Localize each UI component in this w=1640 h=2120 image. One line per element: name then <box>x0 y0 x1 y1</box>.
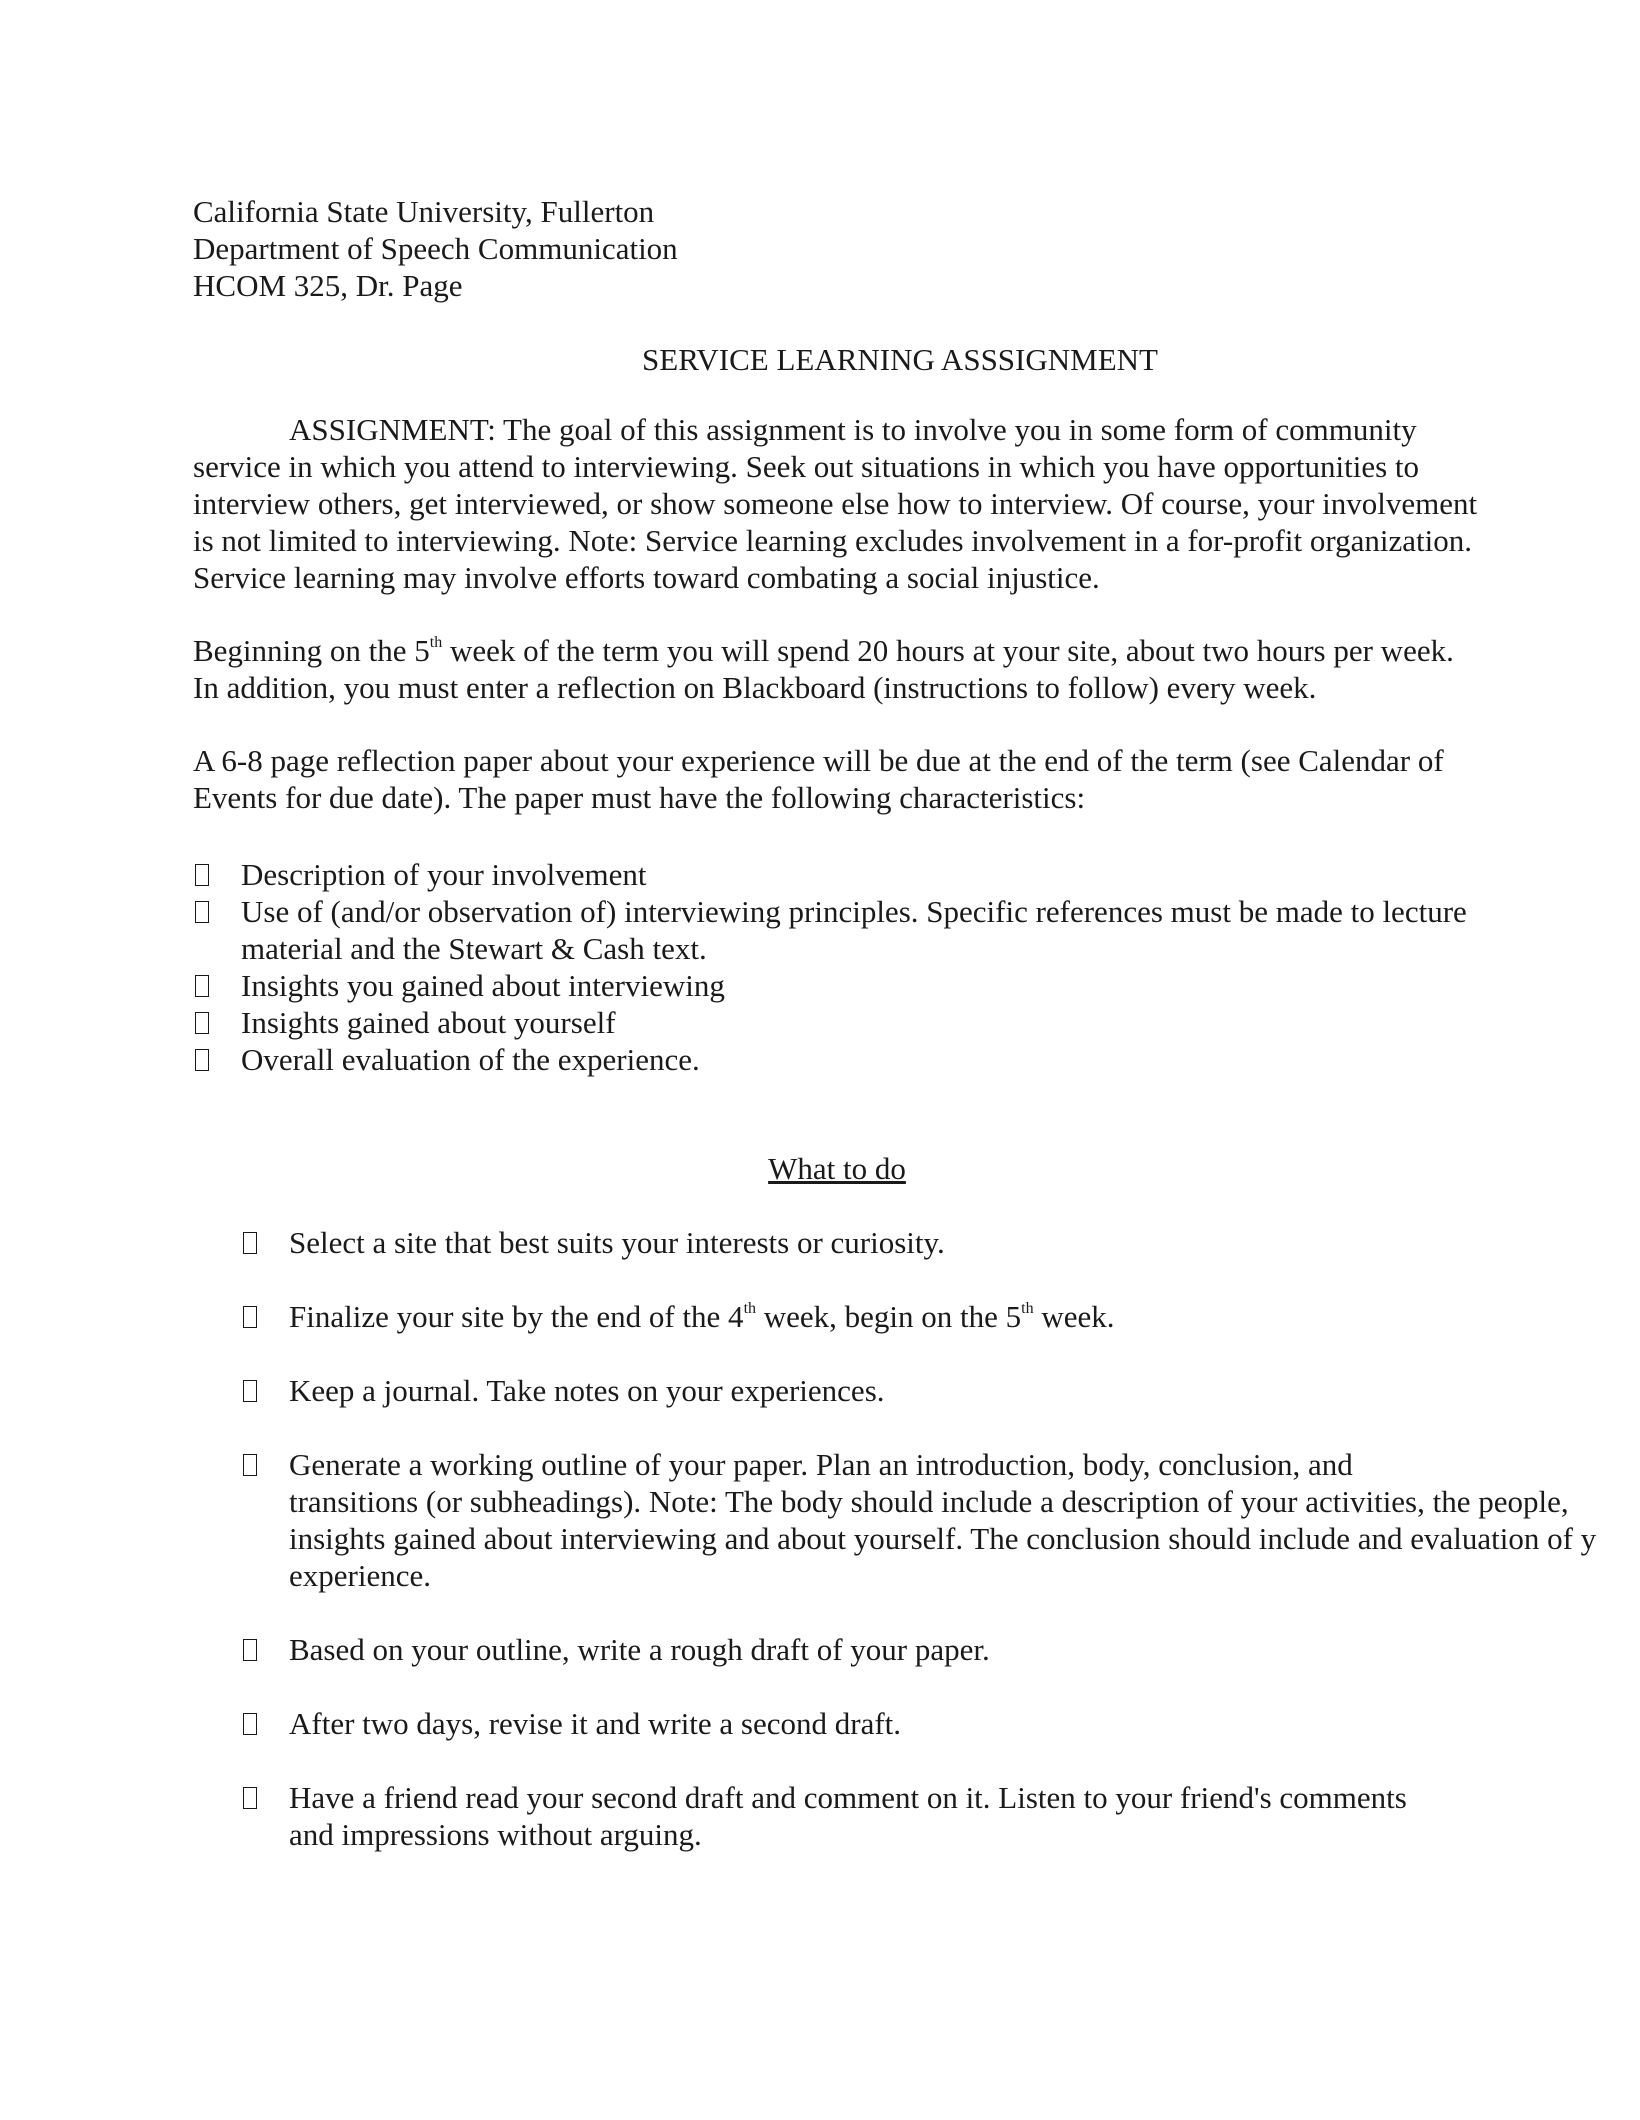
todo-item-text: Based on your outline, write a rough draft of your paper. <box>289 1632 990 1667</box>
list-item <box>193 1041 1467 1078</box>
todo-item-text: experience. <box>289 1558 431 1593</box>
box-bullet-icon <box>195 1012 209 1034</box>
todo-item-text: insights gained about interviewing and about yourself. The conclusion should include and evaluation of y <box>289 1521 1597 1556</box>
todo-item-text: week, begin on the 5 <box>756 1299 1022 1334</box>
schedule-text: Beginning on the 5 <box>193 633 430 668</box>
todo-item-text: Keep a journal. Take notes on your experiences. <box>289 1373 885 1408</box>
list-item-text: Overall evaluation of the experience. <box>241 1042 700 1077</box>
ordinal-suffix: th <box>1021 1300 1034 1317</box>
list-item-text: Insights gained about yourself <box>241 1005 616 1040</box>
course-name: HCOM 325, Dr. Page <box>193 268 463 303</box>
todo-item-text: Finalize your site by the end of the 4 <box>289 1299 744 1334</box>
box-bullet-icon <box>195 864 209 886</box>
assignment-line: Service learning may involve efforts toward combating a social injustice. <box>193 560 1100 595</box>
todo-item <box>241 1372 1596 1409</box>
box-bullet-icon <box>243 1232 257 1254</box>
what-to-do-heading: What to do <box>768 1151 906 1186</box>
todo-item <box>241 1298 1596 1335</box>
list-item <box>193 967 1467 1004</box>
todo-item-text: week. <box>1033 1299 1115 1334</box>
department-name: Department of Speech Communication <box>193 231 678 266</box>
box-bullet-icon <box>243 1380 257 1402</box>
characteristics-list <box>193 856 1467 1078</box>
todo-item-text: After two days, revise it and write a second draft. <box>289 1706 902 1741</box>
todo-item-text: transitions (or subheadings). Note: The body should include a description of your activities, the people, <box>289 1484 1569 1519</box>
assignment-paragraph <box>193 411 1553 596</box>
todo-item <box>241 1446 1596 1594</box>
ordinal-suffix: th <box>429 634 443 651</box>
box-bullet-icon <box>195 1049 209 1071</box>
todo-item-text: Select a site that best suits your interests or curiosity. <box>289 1225 945 1260</box>
todo-item-text: Generate a working outline of your paper. Plan an introduction, body, conclusion, and <box>289 1447 1353 1482</box>
box-bullet-icon <box>243 1454 257 1476</box>
todo-item <box>241 1224 1596 1261</box>
todo-item <box>241 1631 1596 1668</box>
schedule-text: week of the term you will spend 20 hours at your site, about two hours per week. <box>442 633 1454 668</box>
box-bullet-icon <box>243 1713 257 1735</box>
document-title: SERVICE LEARNING ASSSIGNMENT <box>642 342 1158 377</box>
todo-item <box>241 1779 1596 1853</box>
box-bullet-icon <box>195 975 209 997</box>
list-item-text: Use of (and/or observation of) interviewing principles. Specific references must be made to lecture <box>241 894 1467 929</box>
list-item-text: Insights you gained about interviewing <box>241 968 725 1003</box>
box-bullet-icon <box>243 1306 257 1328</box>
assignment-line: service in which you attend to interviewing. Seek out situations in which you have opportunities to <box>193 449 1419 484</box>
paper-text: A 6-8 page reflection paper about your experience will be due at the end of the term (see Calendar of <box>193 743 1444 778</box>
list-item-text: material and the Stewart & Cash text. <box>241 931 707 966</box>
schedule-paragraph <box>193 632 1553 706</box>
assignment-line: is not limited to interviewing. Note: Service learning excludes involvement in a for-profit organization. <box>193 523 1472 558</box>
list-item-text: Description of your involvement <box>241 857 647 892</box>
box-bullet-icon <box>243 1787 257 1809</box>
list-item <box>193 1004 1467 1041</box>
todo-item-text: Have a friend read your second draft and comment on it. Listen to your friend's comments <box>289 1780 1407 1815</box>
assignment-line: interview others, get interviewed, or show someone else how to interview. Of course, your involvement <box>193 486 1478 521</box>
list-item <box>193 893 1467 967</box>
ordinal-suffix: th <box>743 1300 757 1317</box>
todo-item <box>241 1705 1596 1742</box>
paper-text: Events for due date). The paper must have the following characteristics: <box>193 780 1086 815</box>
todo-item-text: and impressions without arguing. <box>289 1817 702 1852</box>
university-name: California State University, Fullerton <box>193 194 655 229</box>
paper-paragraph <box>193 742 1553 816</box>
box-bullet-icon <box>195 901 209 923</box>
assignment-line: ASSIGNMENT: The goal of this assignment is to involve you in some form of community <box>289 412 1417 447</box>
box-bullet-icon <box>243 1639 257 1661</box>
schedule-text: In addition, you must enter a reflection on Blackboard (instructions to follow) every week. <box>193 670 1317 705</box>
todo-list <box>241 1224 1596 1890</box>
course-header <box>193 193 678 304</box>
list-item <box>193 856 1467 893</box>
